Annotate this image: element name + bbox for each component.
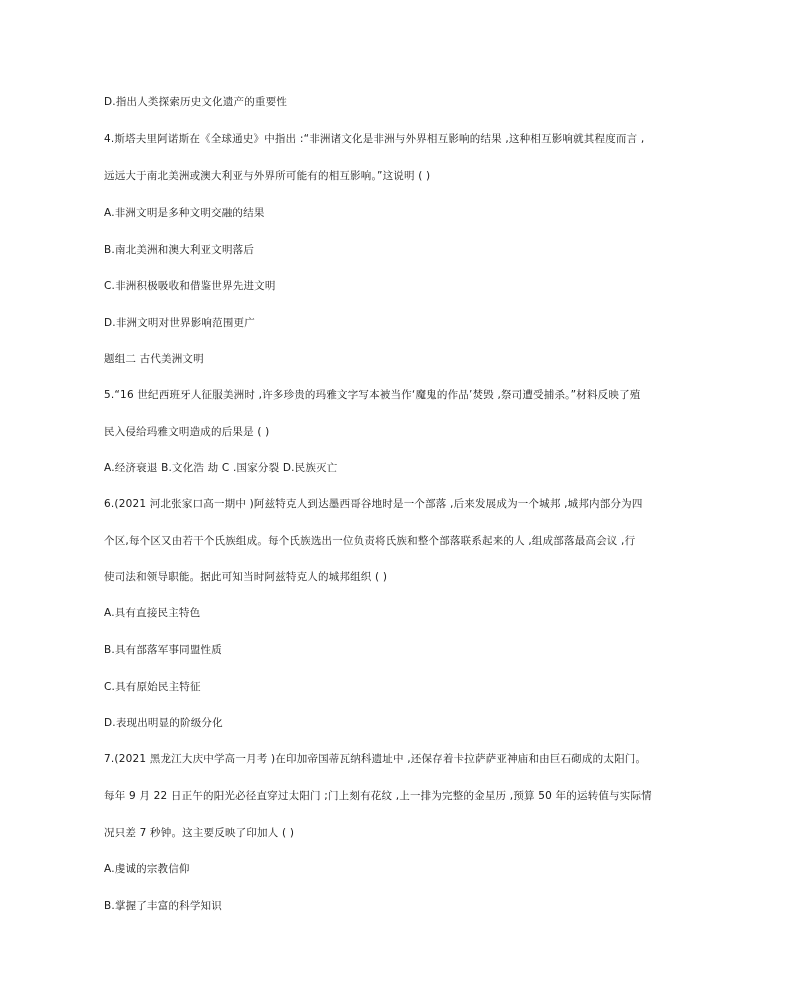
q4-option-d: D.非洲文明对世界影响范围更广 — [104, 317, 255, 329]
q4-option-c: C.非洲积极吸收和借鉴世界先进文明 — [104, 280, 276, 292]
q4-stem-line-2: 远远大于南北美洲或澳大利亚与外界所可能有的相互影响。”这说明 ( ) — [104, 170, 431, 182]
q5-stem-line-1: 5.“16 世纪西班牙人征服美洲时 ,许多珍贵的玛雅文字写本被当作‘魔鬼的作品’焚毁 ,祭司遭受捕杀。”材料反映了殖 — [104, 389, 641, 401]
q6-option-a: A.具有直接民主特色 — [104, 607, 201, 619]
q3-option-d: D.指出人类探索历史文化遗产的重要性 — [104, 96, 288, 108]
q4-option-b: B.南北美洲和澳大利亚文明落后 — [104, 244, 255, 256]
q6-stem-line-2: 个区,每个区又由若干个氏族组成。每个氏族选出一位负责将氏族和整个部落联系起来的人 ,组成部落最高会议 ,行 — [104, 535, 636, 547]
q7-option-a: A.虔诚的宗教信仰 — [104, 863, 190, 875]
q7-stem-line-2: 每年 9 月 22 日正午的阳光必径直穿过太阳门 ;门上刻有花纹 ,上一排为完整的金星历 ,预算 50 年的运转值与实际情 — [104, 790, 652, 802]
q6-stem-line-1: 6.(2021 河北张家口高一期中 )阿兹特克人到达墨西哥谷地时是一个部落 ,后来发展成为一个城邦 ,城邦内部分为四 — [104, 498, 643, 510]
q7-option-b: B.掌握了丰富的科学知识 — [104, 900, 222, 912]
section-title-group-2: 题组二 古代美洲文明 — [104, 353, 204, 365]
q6-option-c: C.具有原始民主特征 — [104, 681, 201, 693]
q4-stem-line-1: 4.斯塔夫里阿诺斯在《全球通史》中指出 :“非洲诸文化是非洲与外界相互影响的结果 ,这种相互影响就其程度而言 , — [104, 133, 645, 145]
q5-stem-line-2: 民入侵给玛雅文明造成的后果是 ( ) — [104, 426, 270, 438]
q6-stem-line-3: 使司法和领导职能。据此可知当时阿兹特克人的城邦组织 ( ) — [104, 571, 388, 583]
q4-option-a: A.非洲文明是多种文明交融的结果 — [104, 207, 265, 219]
q7-stem-line-1: 7.(2021 黑龙江大庆中学高一月考 )在印加帝国蒂瓦纳科遗址中 ,还保存着卡拉萨萨亚神庙和由巨石砌成的太阳门。 — [104, 753, 647, 765]
q7-stem-line-3: 况只差 7 秒钟。这主要反映了印加人 ( ) — [104, 827, 295, 839]
q6-option-d: D.表现出明显的阶级分化 — [104, 717, 223, 729]
q6-option-b: B.具有部落军事同盟性质 — [104, 644, 222, 656]
q5-options: A.经济衰退 B.文化浩 劫 C .国家分裂 D.民族灭亡 — [104, 462, 338, 474]
